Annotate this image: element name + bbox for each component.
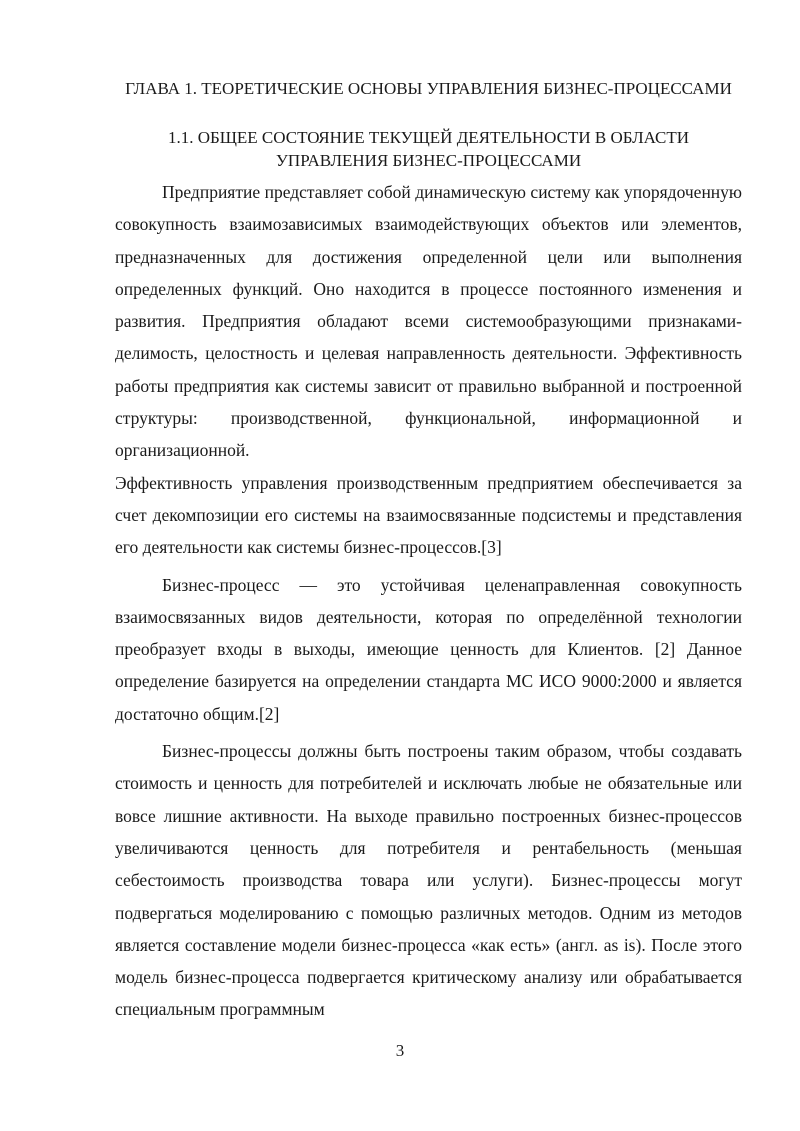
section-title: 1.1. ОБЩЕЕ СОСТОЯНИЕ ТЕКУЩЕЙ ДЕЯТЕЛЬНОСТИ В ОБЛАСТИ УПРАВЛЕНИЯ БИЗНЕС-ПРОЦЕССАМИ	[167, 128, 690, 170]
paragraph: Бизнес-процесс — это устойчивая целенаправленная совокупность взаимосвязанных видов деятельности, которая по определённой технологии преобразует входы в выходы, имеющие ценность для Клиентов. [2] Данное определение базируется на определении стандарта МС ИСО 9000:2000 и является достаточно общим.[2]	[115, 574, 742, 724]
paragraph: Бизнес-процессы должны быть построены таким образом, чтобы создавать стоимость и ценность для потребителей и исключать любые не обязательные или вовсе лишние активности. На выходе правильно построенных бизнес-процессов увеличиваются ценность для потребителя и рентабельность (меньшая себестоимость производства товара или услуги). Бизнес-процессы могут подвергаться моделированию с помощью различных методов. Одним из методов является составление модели бизнес-процесса «как есть» (англ. as is). После этого модель бизнес-процесса подвергается критическому анализу или обрабатывается специальным программным	[115, 741, 742, 1020]
page-content	[115, 77, 742, 1026]
paragraph: Предприятие представляет собой динамическую систему как упорядоченную совокупность взаимозависимых взаимодействующих объектов или элементов, предназначенных для достижения определенной цели или выполнения определенных функций. Оно находится в процессе постоянного изменения и развития. Предприятия обладают всеми системообразующими признаками- делимость, целостность и целевая направленность деятельности. Эффективность работы предприятия как системы зависит от правильно выбранной и построенной структуры: производственной, функциональной, информационной и организационной.	[115, 182, 742, 461]
paragraph: Эффективность управления производственным предприятием обеспечивается за счет декомпозиции его системы на взаимосвязанные подсистемы и представления его деятельности как системы бизнес-процессов.[3]	[115, 472, 742, 558]
page-number: 3	[395, 1041, 405, 1060]
chapter-title: ГЛАВА 1. ТЕОРЕТИЧЕСКИЕ ОСНОВЫ УПРАВЛЕНИЯ БИЗНЕС-ПРОЦЕССАМИ	[125, 79, 732, 98]
